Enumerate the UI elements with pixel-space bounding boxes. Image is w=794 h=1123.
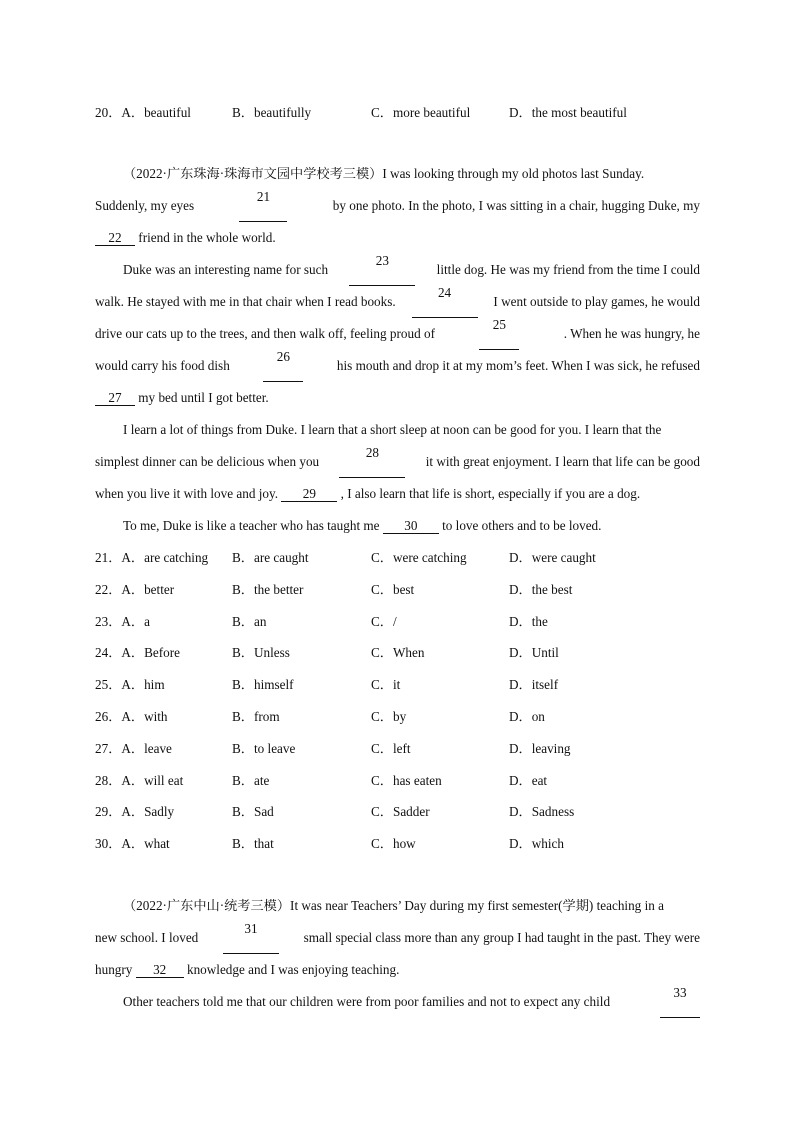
option-a[interactable]: 28．A．will eat [95,772,184,788]
question-20-options [95,102,700,122]
blank-24[interactable]: 24 [412,286,478,318]
passage-source: （2022·广东中山·统考三模） [123,898,291,913]
blank-28[interactable]: 28 [339,446,405,478]
option-a[interactable]: 25．A．him [95,677,165,693]
blank-21[interactable]: 21 [239,190,287,222]
option-d[interactable]: D．the best [509,581,573,597]
option-c[interactable]: C．best [371,581,415,597]
option-b[interactable]: B．beautifully [232,105,312,120]
option-a[interactable]: 24．A．Before [95,645,180,661]
blank-27[interactable]: 27 [95,391,135,406]
option-b[interactable]: B．Unless [232,645,290,661]
option-c[interactable]: C．by [371,709,407,724]
option-c[interactable]: C．how [371,836,416,852]
passage-2: （2022·广东中山·统考三模）It was near Teachers’ Day during my first semester(学期) teaching in a new school. I loved 31 small special class more than any group I had taught in the past. They were hungry 32 knowledge and I was enjoying teaching. Other teachers told me that our children were from poor families and not to expect any child 33 [95,890,700,1018]
option-a[interactable]: 22．A．better [95,581,175,597]
passage-source: （2022·广东珠海·珠海市文园中学校考三模） [123,166,383,181]
blank-26[interactable]: 26 [263,350,303,382]
option-d[interactable]: D．which [509,836,564,852]
question-options-row [95,706,700,726]
option-d[interactable]: D．itself [509,677,559,693]
option-b[interactable]: B．Sad [232,804,274,820]
option-a[interactable]: 29．A．Sadly [95,804,175,820]
question-options-row [95,738,700,758]
option-d[interactable]: D．eat [509,772,548,788]
passage-1: （2022·广东珠海·珠海市文园中学校考三模）I was looking through my old photos last Sunday. Suddenly, my eyes 21 by one photo. In the photo, I was sitting in a chair, hugging Duke, my 22 friend in the whole world. Duke was an interesting name for such 23 little dog. He was my friend from the time I could walk. He stayed with me in that chair when I read books. 24 I went outside to play games, he would drive our cats up to the trees, and then walk off, feeling proud of 25 . When he was hungry, he would carry his food dish 26 his mouth and drop it at my mom’s feet. When I was sick, he refused 27 my bed until I got better. I learn a lot of things from Duke. I learn that a short sleep at noon can be good for you. I learn that the simplest dinner can be delicious when you 28 it with great enjoyment. I learn that life can be good when you live it with love and joy. 29 , I also learn that life is short, especially if you are a dog. To me, Duke is like a teacher who has taught me 30 to love others and to be loved. [95,158,700,542]
passage-1-line: （2022·广东珠海·珠海市文园中学校考三模）I was looking through my old photos last Sunday. [123,166,645,181]
question-options-row [95,579,700,599]
option-d[interactable]: D．Until [509,645,559,661]
option-a[interactable]: 26．A．with [95,709,168,724]
option-c[interactable]: C．Sadder [371,804,430,820]
question-options-row [95,642,700,662]
option-c[interactable]: C．were catching [371,550,467,565]
blank-25[interactable]: 25 [479,318,519,350]
option-a[interactable]: 27．A．leave [95,740,172,756]
option-b[interactable]: B．are caught [232,550,309,565]
question-options-row [95,611,700,631]
blank-30[interactable]: 30 [383,519,439,534]
option-d[interactable]: D．the [509,613,548,629]
option-b[interactable]: B．an [232,613,267,629]
question-options-row [95,801,700,821]
blank-33[interactable]: 33 [660,986,700,1018]
option-b[interactable]: B．the better [232,581,304,597]
option-a[interactable]: 30．A．what [95,836,170,852]
question-options-row [95,674,700,694]
option-c[interactable]: C．it [371,677,401,693]
option-d[interactable]: D．leaving [509,740,571,756]
option-c[interactable]: C．When [371,645,425,661]
option-a[interactable]: 23．A．a [95,613,150,629]
option-c[interactable]: C．/ [371,613,397,629]
option-c[interactable]: C．more beautiful [371,105,471,120]
blank-23[interactable]: 23 [349,254,415,286]
blank-22[interactable]: 22 [95,231,135,246]
blank-31[interactable]: 31 [223,922,279,954]
option-a[interactable]: 20．A．beautiful [95,105,191,120]
option-d[interactable]: D．the most beautiful [509,105,627,120]
option-d[interactable]: D．on [509,709,545,724]
blank-32[interactable]: 32 [136,963,184,978]
option-b[interactable]: B．that [232,836,274,852]
option-a[interactable]: 21．A．are catching [95,550,209,565]
option-b[interactable]: B．ate [232,772,270,788]
option-c[interactable]: C．left [371,740,411,756]
option-b[interactable]: B．from [232,709,280,724]
option-d[interactable]: D．were caught [509,550,596,565]
blank-29[interactable]: 29 [281,487,337,502]
question-options-row [95,547,700,567]
option-b[interactable]: B．to leave [232,740,296,756]
option-b[interactable]: B．himself [232,677,294,693]
option-d[interactable]: D．Sadness [509,804,575,820]
question-options-row [95,770,700,790]
question-options-row [95,833,700,853]
option-c[interactable]: C．has eaten [371,772,442,788]
